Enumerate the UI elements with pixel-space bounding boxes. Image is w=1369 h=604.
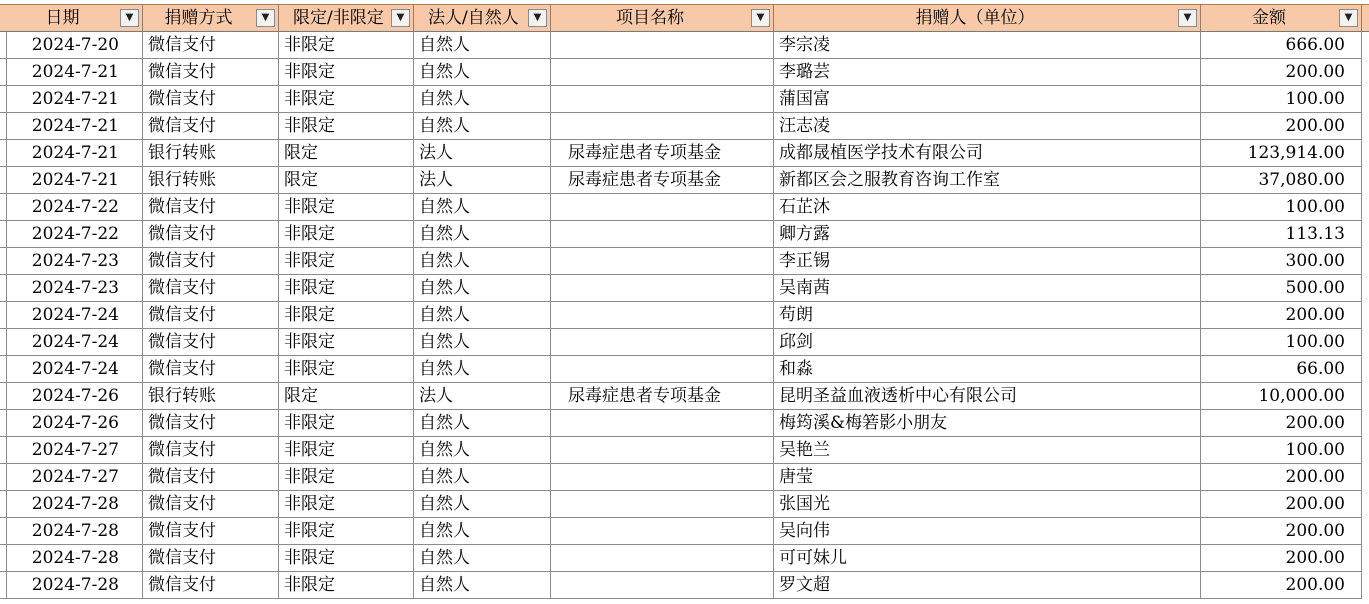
header-amount[interactable] [1201,5,1362,32]
cell-project[interactable] [551,194,774,221]
cell-donor[interactable]: 吴艳兰 [774,437,1201,464]
cell-entity[interactable]: 自然人 [414,491,551,518]
row-lead-cell[interactable] [0,302,7,329]
cell-amount[interactable]: 500.00 [1201,275,1362,302]
cell-entity[interactable]: 自然人 [414,194,551,221]
row-lead-cell[interactable] [0,545,7,572]
cell-date[interactable]: 2024-7-23 [7,275,143,302]
cell-date[interactable]: 2024-7-26 [7,410,143,437]
cell-method[interactable]: 微信支付 [143,86,279,113]
cell-entity[interactable]: 自然人 [414,113,551,140]
cell-project[interactable] [551,410,774,437]
cell-restriction[interactable]: 非限定 [279,113,414,140]
row-lead-cell[interactable] [0,167,7,194]
cell-donor[interactable]: 可可妹儿 [774,545,1201,572]
cell-method[interactable]: 微信支付 [143,275,279,302]
cell-restriction[interactable]: 非限定 [279,437,414,464]
cell-method[interactable]: 微信支付 [143,437,279,464]
cell-method[interactable]: 微信支付 [143,248,279,275]
cell-project[interactable]: 尿毒症患者专项基金 [551,140,774,167]
cell-donor[interactable]: 昆明圣益血液透析中心有限公司 [774,383,1201,410]
cell-project[interactable] [551,464,774,491]
cell-restriction[interactable]: 非限定 [279,32,414,59]
table-row [0,437,1369,464]
cell-donor[interactable]: 蒲国富 [774,86,1201,113]
cell-amount[interactable]: 200.00 [1201,518,1362,545]
table-row [0,518,1369,545]
cell-restriction[interactable]: 限定 [279,383,414,410]
header-entity[interactable] [414,5,551,32]
row-lead-cell[interactable] [0,410,7,437]
cell-method[interactable]: 微信支付 [143,59,279,86]
cell-project[interactable] [551,518,774,545]
row-lead-cell[interactable] [0,221,7,248]
cell-method[interactable]: 微信支付 [143,32,279,59]
table-row [0,221,1369,248]
cell-date[interactable]: 2024-7-28 [7,518,143,545]
header-project-label: 项目名称 [616,8,684,28]
cell-date[interactable]: 2024-7-28 [7,545,143,572]
table-row [0,464,1369,491]
cell-restriction[interactable]: 非限定 [279,248,414,275]
row-lead-cell[interactable] [0,491,7,518]
row-lead-cell[interactable] [0,437,7,464]
cell-restriction[interactable]: 非限定 [279,221,414,248]
row-edge-cell[interactable] [1362,275,1369,302]
filter-dropdown-icon[interactable]: ▼ [1339,9,1358,27]
filter-dropdown-icon[interactable]: ▼ [391,9,410,27]
cell-project[interactable]: 尿毒症患者专项基金 [551,383,774,410]
cell-date[interactable]: 2024-7-28 [7,491,143,518]
cell-date[interactable]: 2024-7-21 [7,59,143,86]
cell-method[interactable]: 微信支付 [143,572,279,599]
cell-entity[interactable]: 自然人 [414,464,551,491]
cell-amount[interactable]: 200.00 [1201,545,1362,572]
cell-method[interactable]: 微信支付 [143,302,279,329]
header-row [0,4,1369,32]
cell-project[interactable] [551,221,774,248]
table-row [0,248,1369,275]
row-lead-cell[interactable] [0,329,7,356]
cell-date[interactable]: 2024-7-22 [7,221,143,248]
row-lead-cell[interactable] [0,86,7,113]
cell-restriction[interactable]: 非限定 [279,356,414,383]
cell-amount[interactable]: 200.00 [1201,113,1362,140]
header-donor-label: 捐赠人（单位） [915,8,1035,28]
row-edge-cell[interactable] [1362,248,1369,275]
cell-restriction[interactable]: 非限定 [279,491,414,518]
cell-date[interactable]: 2024-7-27 [7,464,143,491]
cell-amount[interactable]: 113.13 [1201,221,1362,248]
cell-amount[interactable]: 200.00 [1201,302,1362,329]
cell-date[interactable]: 2024-7-24 [7,329,143,356]
cell-project[interactable] [551,248,774,275]
cell-date[interactable]: 2024-7-24 [7,356,143,383]
row-edge-cell[interactable] [1362,167,1369,194]
filter-dropdown-icon[interactable]: ▼ [528,9,547,27]
row-edge-cell[interactable] [1362,221,1369,248]
cell-project[interactable] [551,32,774,59]
cell-amount[interactable]: 100.00 [1201,86,1362,113]
cell-entity[interactable]: 法人 [414,140,551,167]
row-edge-cell[interactable] [1362,59,1369,86]
header-donor[interactable] [774,5,1201,32]
cell-amount[interactable]: 100.00 [1201,329,1362,356]
cell-entity[interactable]: 法人 [414,167,551,194]
row-lead-cell[interactable] [0,356,7,383]
row-edge-cell[interactable] [1362,437,1369,464]
cell-donor[interactable]: 汪志凌 [774,113,1201,140]
row-edge-cell[interactable] [1362,302,1369,329]
cell-entity[interactable]: 自然人 [414,545,551,572]
row-edge-cell[interactable] [1362,86,1369,113]
cell-restriction[interactable]: 非限定 [279,329,414,356]
cell-donor[interactable]: 梅筠溪&梅箬影小朋友 [774,410,1201,437]
table-row [0,86,1369,113]
row-lead-cell[interactable] [0,572,7,599]
cell-method[interactable]: 银行转账 [143,140,279,167]
header-restriction[interactable] [279,5,414,32]
cell-amount[interactable]: 200.00 [1201,572,1362,599]
cell-entity[interactable]: 自然人 [414,518,551,545]
cell-restriction[interactable]: 非限定 [279,275,414,302]
cell-date[interactable]: 2024-7-21 [7,86,143,113]
cell-entity[interactable]: 自然人 [414,356,551,383]
row-edge-cell[interactable] [1362,140,1369,167]
cell-date[interactable]: 2024-7-21 [7,167,143,194]
header-project[interactable] [551,5,774,32]
row-lead-cell[interactable] [0,32,7,59]
row-lead-cell[interactable] [0,383,7,410]
cell-restriction[interactable]: 非限定 [279,410,414,437]
cell-project[interactable] [551,545,774,572]
cell-amount[interactable]: 666.00 [1201,32,1362,59]
cell-amount[interactable]: 200.00 [1201,464,1362,491]
row-lead-cell[interactable] [0,275,7,302]
cell-date[interactable]: 2024-7-27 [7,437,143,464]
cell-amount[interactable]: 100.00 [1201,437,1362,464]
row-lead-cell[interactable] [0,194,7,221]
filter-dropdown-icon[interactable]: ▼ [751,9,770,27]
cell-restriction[interactable]: 非限定 [279,59,414,86]
cell-entity[interactable]: 自然人 [414,32,551,59]
cell-restriction[interactable]: 非限定 [279,572,414,599]
cell-donor[interactable]: 邱剑 [774,329,1201,356]
header-method[interactable] [143,5,279,32]
cell-entity[interactable]: 自然人 [414,572,551,599]
cell-date[interactable]: 2024-7-26 [7,383,143,410]
cell-project[interactable] [551,302,774,329]
cell-restriction[interactable]: 限定 [279,167,414,194]
row-lead-cell[interactable] [0,248,7,275]
table-row [0,113,1369,140]
cell-restriction[interactable]: 非限定 [279,302,414,329]
row-lead-cell[interactable] [0,518,7,545]
table-row [0,383,1369,410]
row-edge-cell[interactable] [1362,464,1369,491]
row-edge-cell[interactable] [1362,383,1369,410]
cell-method[interactable]: 微信支付 [143,545,279,572]
cell-method[interactable]: 银行转账 [143,167,279,194]
cell-entity[interactable]: 自然人 [414,329,551,356]
row-edge-cell[interactable] [1362,410,1369,437]
row-edge-cell[interactable] [1362,545,1369,572]
filter-dropdown-icon[interactable]: ▼ [256,9,275,27]
cell-donor[interactable]: 罗文超 [774,572,1201,599]
row-edge-cell[interactable] [1362,518,1369,545]
table-row [0,410,1369,437]
row-edge-cell[interactable] [1362,491,1369,518]
table-row [0,167,1369,194]
cell-date[interactable]: 2024-7-28 [7,572,143,599]
cell-amount[interactable]: 200.00 [1201,410,1362,437]
row-lead-cell[interactable] [0,113,7,140]
table-row [0,329,1369,356]
cell-restriction[interactable]: 非限定 [279,464,414,491]
cell-amount[interactable]: 123,914.00 [1201,140,1362,167]
cell-donor[interactable]: 和淼 [774,356,1201,383]
cell-donor[interactable]: 卿方露 [774,221,1201,248]
cell-project[interactable] [551,572,774,599]
cell-method[interactable]: 微信支付 [143,491,279,518]
table-row [0,59,1369,86]
cell-project[interactable] [551,491,774,518]
cell-restriction[interactable]: 非限定 [279,194,414,221]
row-lead-cell[interactable] [0,59,7,86]
cell-entity[interactable]: 自然人 [414,248,551,275]
cell-method[interactable]: 微信支付 [143,464,279,491]
cell-method[interactable]: 微信支付 [143,356,279,383]
cell-donor[interactable]: 李宗凌 [774,32,1201,59]
cell-amount[interactable]: 100.00 [1201,194,1362,221]
cell-date[interactable]: 2024-7-21 [7,140,143,167]
cell-method[interactable]: 微信支付 [143,329,279,356]
cell-project[interactable] [551,113,774,140]
cell-entity[interactable]: 自然人 [414,410,551,437]
cell-project[interactable] [551,356,774,383]
cell-date[interactable]: 2024-7-21 [7,113,143,140]
cell-amount[interactable]: 200.00 [1201,491,1362,518]
table-row [0,491,1369,518]
cell-donor[interactable]: 吴向伟 [774,518,1201,545]
table-row [0,302,1369,329]
row-lead-cell[interactable] [0,464,7,491]
cell-date[interactable]: 2024-7-20 [7,32,143,59]
table-row [0,545,1369,572]
cell-amount[interactable]: 37,080.00 [1201,167,1362,194]
table-row [0,356,1369,383]
filter-dropdown-icon[interactable]: ▼ [120,9,139,27]
cell-entity[interactable]: 法人 [414,383,551,410]
table-row [0,275,1369,302]
cell-amount[interactable]: 300.00 [1201,248,1362,275]
row-lead-cell[interactable] [0,140,7,167]
row-edge-cell[interactable] [1362,194,1369,221]
cell-donor[interactable]: 吴南茜 [774,275,1201,302]
cell-entity[interactable]: 自然人 [414,302,551,329]
header-amount-label: 金额 [1252,8,1286,28]
row-edge-cell[interactable] [1362,32,1369,59]
cell-restriction[interactable]: 非限定 [279,545,414,572]
cell-donor[interactable]: 唐莹 [774,464,1201,491]
header-restriction-label: 限定/非限定 [293,8,384,28]
cell-donor[interactable]: 石芷沐 [774,194,1201,221]
cell-entity[interactable]: 自然人 [414,221,551,248]
cell-project[interactable] [551,329,774,356]
cell-project[interactable] [551,59,774,86]
cell-amount[interactable]: 66.00 [1201,356,1362,383]
cell-date[interactable]: 2024-7-22 [7,194,143,221]
cell-entity[interactable]: 自然人 [414,275,551,302]
cell-method[interactable]: 微信支付 [143,113,279,140]
cell-entity[interactable]: 自然人 [414,437,551,464]
row-edge-cell[interactable] [1362,356,1369,383]
cell-project[interactable] [551,275,774,302]
cell-date[interactable]: 2024-7-24 [7,302,143,329]
header-date-label: 日期 [45,8,80,28]
cell-method[interactable]: 微信支付 [143,194,279,221]
cell-donor[interactable]: 李璐芸 [774,59,1201,86]
cell-amount[interactable]: 10,000.00 [1201,383,1362,410]
table-row [0,32,1369,59]
cell-project[interactable] [551,86,774,113]
table-row [0,572,1369,599]
table-row [0,140,1369,167]
header-date[interactable] [7,5,143,32]
cell-donor[interactable]: 李正锡 [774,248,1201,275]
row-edge-cell[interactable] [1362,572,1369,599]
cell-method[interactable]: 微信支付 [143,410,279,437]
header-entity-label: 法人/自然人 [428,8,519,28]
header-method-label: 捐赠方式 [164,8,233,28]
cell-entity[interactable]: 自然人 [414,86,551,113]
cell-method[interactable]: 微信支付 [143,518,279,545]
cell-date[interactable]: 2024-7-23 [7,248,143,275]
cell-restriction[interactable]: 限定 [279,140,414,167]
row-edge-cell[interactable] [1362,329,1369,356]
cell-donor[interactable]: 成都晟植医学技术有限公司 [774,140,1201,167]
cell-restriction[interactable]: 非限定 [279,518,414,545]
cell-restriction[interactable]: 非限定 [279,86,414,113]
cell-entity[interactable]: 自然人 [414,59,551,86]
filter-dropdown-icon[interactable]: ▼ [1178,9,1197,27]
cell-method[interactable]: 微信支付 [143,221,279,248]
cell-donor[interactable]: 张国光 [774,491,1201,518]
cell-amount[interactable]: 200.00 [1201,59,1362,86]
table-row [0,194,1369,221]
cell-donor[interactable]: 新都区会之服教育咨询工作室 [774,167,1201,194]
cell-donor[interactable]: 苟朗 [774,302,1201,329]
row-edge-cell[interactable] [1362,113,1369,140]
cell-method[interactable]: 银行转账 [143,383,279,410]
cell-project[interactable]: 尿毒症患者专项基金 [551,167,774,194]
cell-project[interactable] [551,437,774,464]
